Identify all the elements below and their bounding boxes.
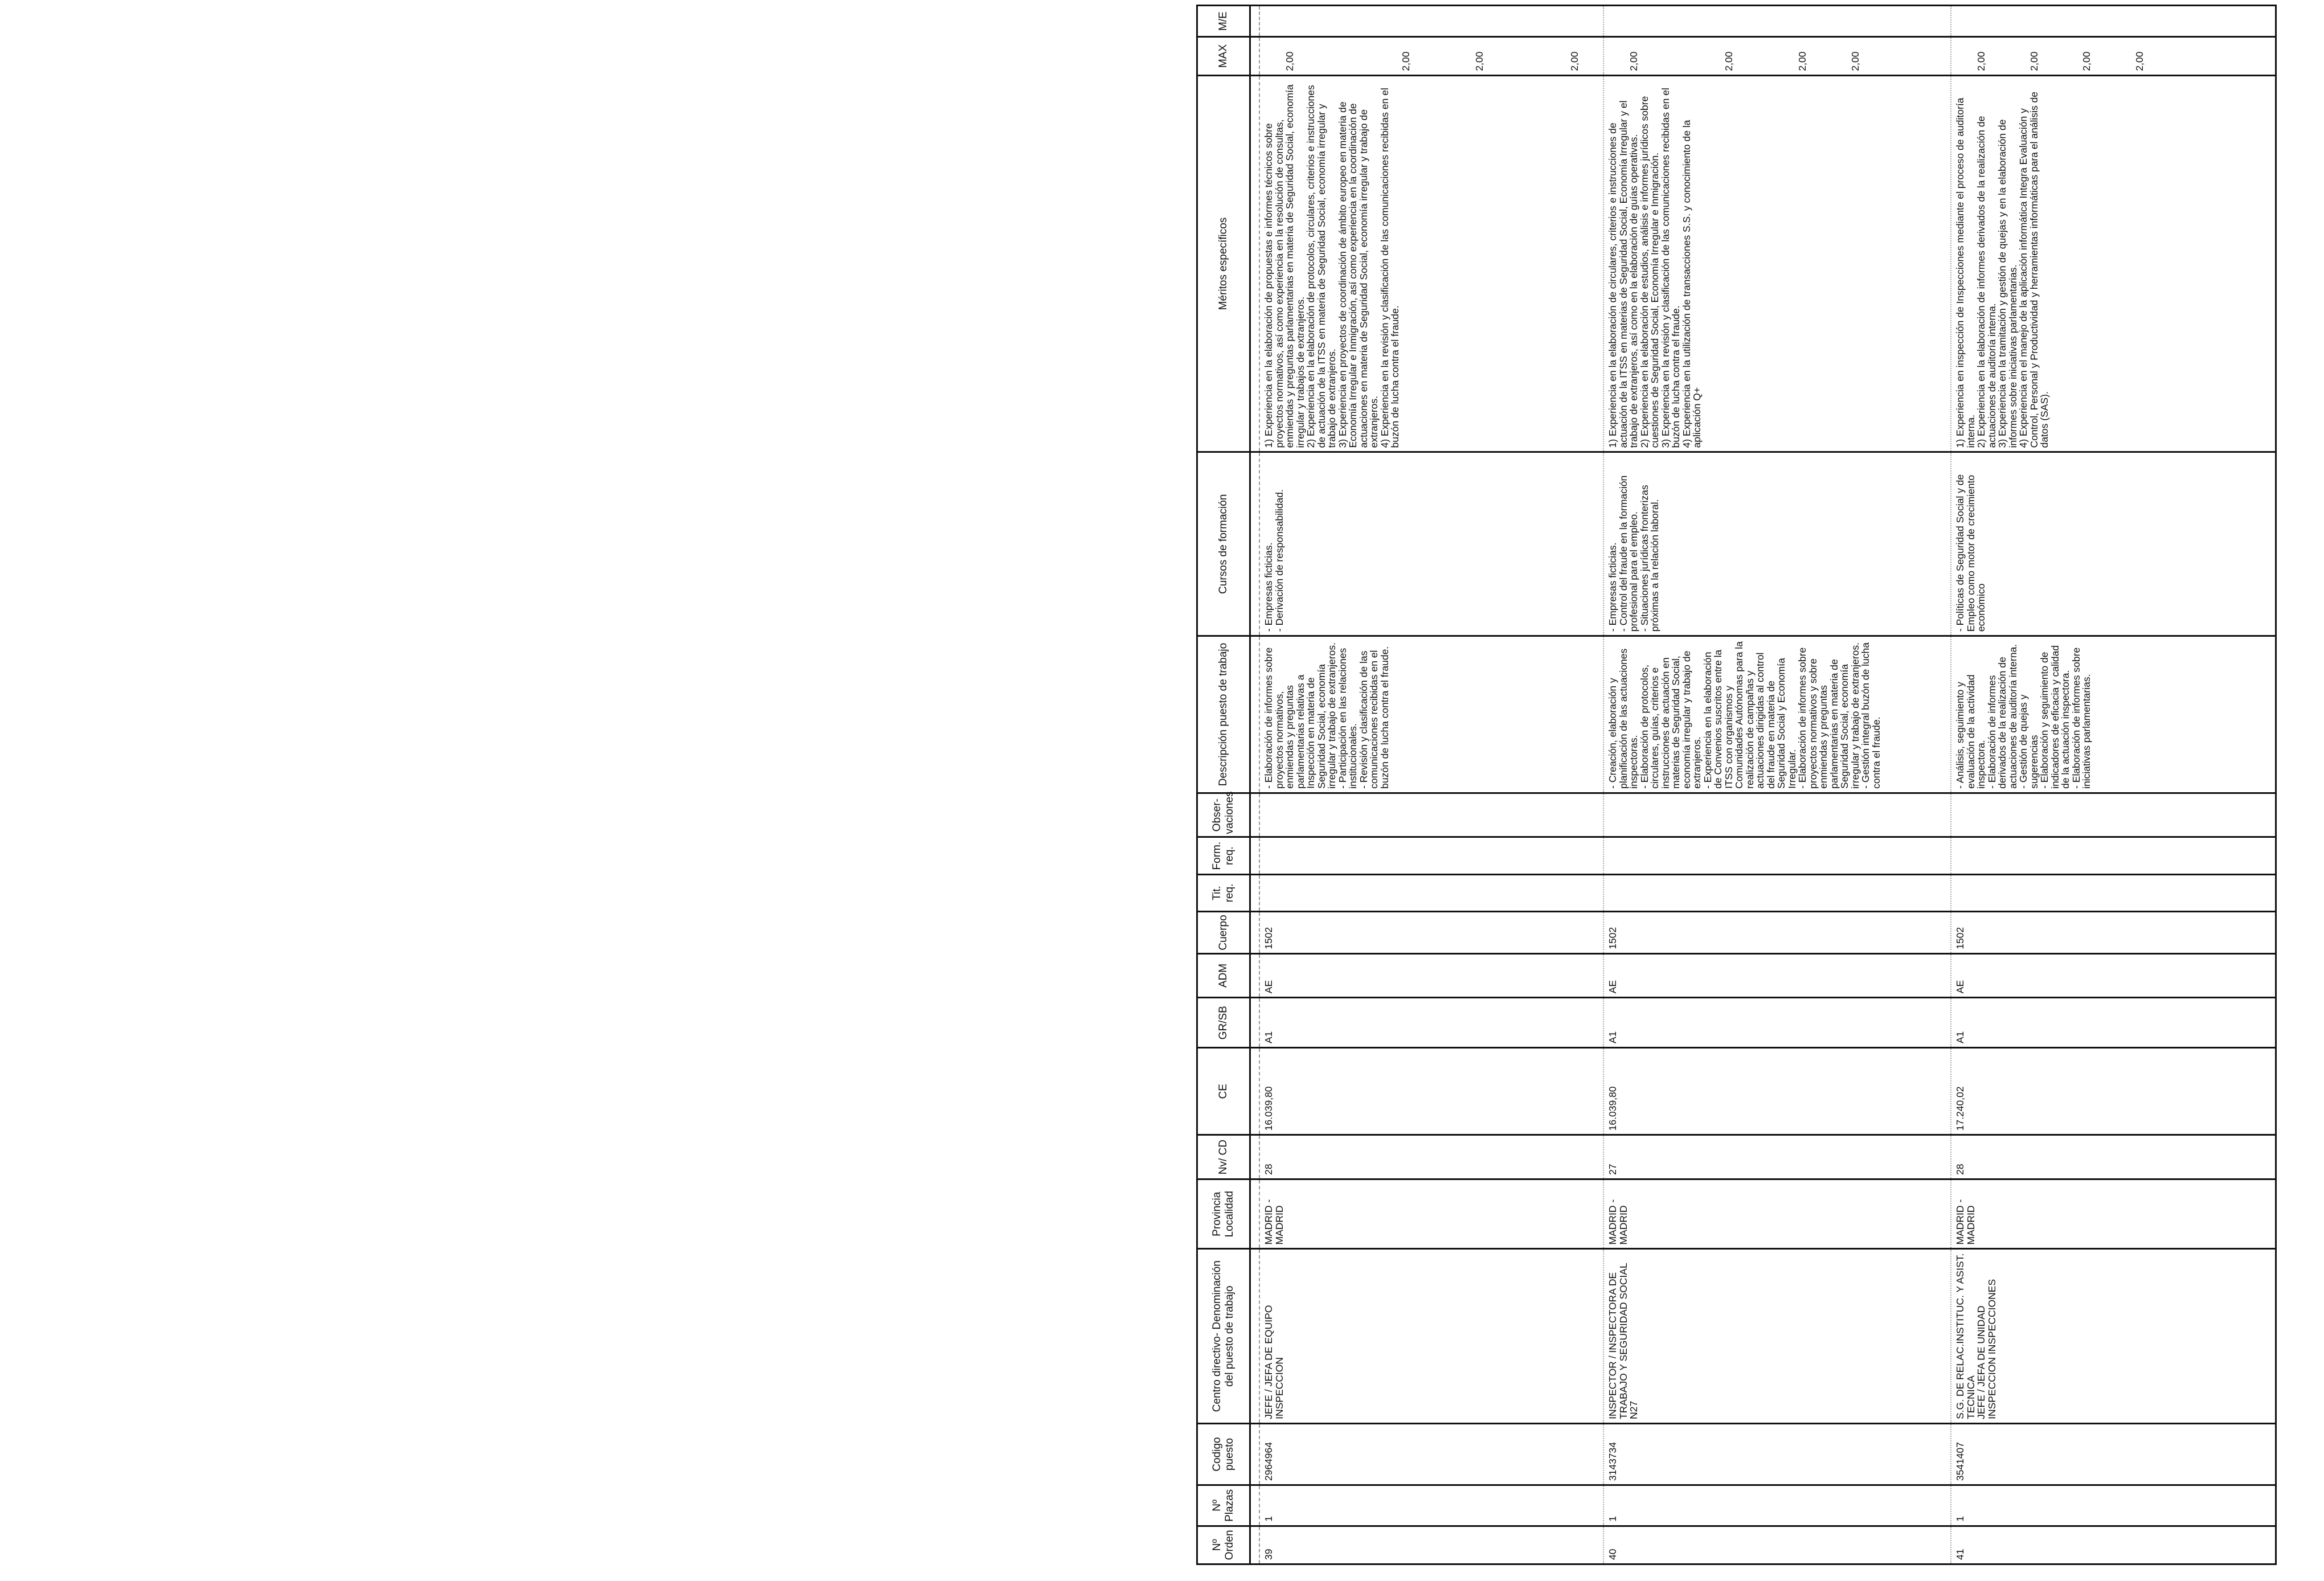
cell-observaciones [1259,793,1603,837]
header-ce: CE [1197,1048,1250,1135]
cell-plazas: 1 [1259,1485,1603,1526]
max-value: 2,00 [1628,51,1639,71]
header-codigo: Codigo puesto [1197,1423,1250,1485]
cell-max [1603,37,1951,75]
header-orden: Nº Orden [1197,1526,1250,1564]
denominacion-puesto: INSPECTOR / INSPECTORA DE TRABAJO Y SEGURIDAD SOCIAL N27 [1607,1260,1639,1419]
cell-orden: 39 [1259,1526,1603,1564]
header-cursos: Cursos de formación [1197,452,1250,636]
cell-nivel: 28 [1951,1135,2276,1179]
header-me: M/E [1197,6,1250,37]
table-row [1259,6,1603,1564]
max-value: 2,00 [1568,51,1580,71]
cell-adm: AE [1259,953,1603,998]
cell-centro [1603,1249,1951,1423]
header-plazas: Nº Plazas [1197,1485,1250,1526]
cell-provincia: MADRID - MADRID [1259,1179,1603,1249]
centro-directivo: S.G. DE RELAC.INSTITUC. Y ASIST. TECNICA [1954,1251,1977,1419]
cell-adm: AE [1951,953,2276,998]
cell-plazas: 1 [1951,1485,2276,1526]
header-meritos: Méritos específicos [1197,75,1250,452]
header-cuerpo: Cuerpo [1197,912,1250,954]
header-nivel: Nv/ CD [1197,1135,1250,1179]
max-value: 2,00 [2028,51,2040,71]
cell-grsb: A1 [1603,998,1951,1048]
denominacion-puesto: JEFE / JEFA DE EQUIPO INSPECCION [1263,1302,1285,1419]
cell-nivel: 28 [1259,1135,1603,1179]
cell-cuerpo: 1502 [1259,912,1603,954]
cell-grsb: A1 [1951,998,2276,1048]
cell-provincia: MADRID - MADRID [1951,1179,2276,1249]
cell-meritos: 1) Experiencia en la elaboración de circulares, criterios e instrucciones de actuación de la ITSS en materias de Seguridad Social, Economía Irregular y el trabajo de extranjeros, así como en la elaboración de guías operativas. 2) Experiencia en la elaboración de estudios, análisis e informes jurídicos sobre cuestiones de Seguridad Social, Economía Irregular e Inmigración. 3) Experiencia en la revisión y clasificación de las comunicaciones recibidas en el buzón de lucha contra el fraude. 4) Experiencia en la utilización de transacciones S.S. y conocimiento de la aplicación Q+ [1603,75,1951,452]
cell-adm: AE [1603,953,1951,998]
cell-cursos: - Empresas ficticias. - Control del fraude en la formación profesional para el empleo. - Situaciones jurídicas fronterizas próximas a la relación laboral. [1603,452,1951,636]
header-tit: Tit. req. [1197,874,1250,911]
cell-form [1259,837,1603,874]
cell-me [1603,6,1951,37]
cell-orden: 41 [1951,1526,2276,1564]
cell-codigo: 3541407 [1951,1423,2276,1485]
max-value: 2,00 [1849,51,1861,71]
cell-max [1951,37,2276,75]
cell-tit [1259,874,1603,911]
max-value: 2,00 [1284,51,1295,71]
header-observaciones: Obser- vaciones [1197,793,1250,837]
header-grsb: GR/SB [1197,998,1250,1048]
cell-ce: 17.240,02 [1951,1048,2276,1135]
max-value: 2,00 [1722,51,1734,71]
cell-tit [1951,874,2276,911]
max-value: 2,00 [2081,51,2092,71]
job-positions-table [1196,5,2277,1565]
header-adm: ADM [1197,953,1250,998]
cell-observaciones [1603,793,1951,837]
max-value: 2,00 [1797,51,1808,71]
max-value: 2,00 [1400,51,1411,71]
cell-centro [1259,1249,1603,1423]
cell-descripcion: - Creación, elaboración y planificación de las actuaciones inspectoras. - Elaboración de protocolos, circulares, guías, criterios e instrucciones de actuación en materias de Seguridad Social, economía irregular y trabajo de extranjeros. - Experiencia en la elaboración de Convenios suscritos entre la ITSS con organismos y Comunidades Autónomas para la realización de campañas y actuaciones dirigidas al control del fraude en materia de Seguridad Social y Economía Irregular. - Elaboración de informes sobre proyectos normativos y sobre enmiendas y preguntas parlamentarias en materia de Seguridad Social, economía irregular y trabajo de extranjeros. - Gestión integral buzón de lucha contra el fraude. [1603,636,1951,793]
cell-provincia: MADRID - MADRID [1603,1179,1951,1249]
cell-descripcion: - Análisis, seguimiento y evaluación de la actividad inspectora. - Elaboración de informes derivados de la realización de actuaciones de auditoría interna. - Gestión de quejas y sugerencias - Elaboración y seguimiento de indicadores de eficacia y calidad de la actuación inspectora. - Elaboración de informes sobre iniciativas parlamentarias. [1951,636,2276,793]
header-row [1197,6,1250,1564]
cell-descripcion: - Elaboración de informes sobre proyectos normativos, enmiendas y preguntas parlamentarias relativas a Inspección en materia de Seguridad Social, economía irregular y trabajo de extranjeros. - Participación en las relaciones institucionales. - Revisión y clasificación de las comunicaciones recibidas en el buzón de lucha contra el fraude. [1259,636,1603,793]
cell-me [1259,6,1603,37]
max-value: 2,00 [1474,51,1485,71]
cell-meritos: 1) Experiencia en inspección de Inspecciones mediante el proceso de auditoría interna. 2) Experiencia en la elaboración de informes derivados de la realización de actuaciones de auditoría interna. 3) Experiencia en la tramitación y gestión de quejas y en la elaboración de informes sobre iniciativas parlamentarias. 4) Experiencia en el manejo de la aplicación informática Integra Evaluación y Control, Personal y Productividad y herramientas informáticas para el análisis de datos (SAS). [1951,75,2276,452]
cell-ce: 16.039,80 [1603,1048,1951,1135]
cell-max [1259,37,1603,75]
cell-form [1951,837,2276,874]
row-spacer [1250,6,1260,1564]
cell-cursos: - Políticas de Seguridad Social y de Empleo como motor de crecimiento económico [1951,452,2276,636]
header-descripcion: Descripción puesto de trabajo [1197,636,1250,793]
table-row [1603,6,1951,1564]
rotated-table-wrapper [1196,5,2324,1565]
header-form: Form. req. [1197,837,1250,874]
header-centro: Centro directivo- Denominación del puesto de trabajo [1197,1249,1250,1423]
cell-plazas: 1 [1603,1485,1951,1526]
cell-nivel: 27 [1603,1135,1951,1179]
cell-observaciones [1951,793,2276,837]
cell-cursos: - Empresas ficticias. - Derivación de responsabilidad. [1259,452,1603,636]
max-value: 2,00 [1975,51,1987,71]
cell-codigo: 3143734 [1603,1423,1951,1485]
max-value: 2,00 [2133,51,2145,71]
cell-cuerpo: 1502 [1951,912,2276,954]
cell-centro [1951,1249,2276,1423]
cell-ce: 16.039,80 [1259,1048,1603,1135]
cell-me [1951,6,2276,37]
header-provincia: Provincia Localidad [1197,1179,1250,1249]
cell-meritos: 1) Experiencia en la elaboración de propuestas e informes técnicos sobre proyectos normativos, así como experiencia en la resolución de consultas, enmiendas y preguntas parlamentarias en materia de Seguridad Social, economía irregular y trabajos de extranjeros. 2) Experiencia en la elaboración de protocolos, circulares, criterios e instrucciones de actuación de la ITSS en materia de Seguridad Social, economía irregular y trabajo de extranjeros. 3) Experiencia en proyectos de coordinación de ámbito europeo en materia de Economía Irregular e Inmigración, así como experiencia en la coordinación de actuaciones en materia de Seguridad Social, economía irregular y trabajo de extranjeros. 4) Experiencia en la revisión y clasificación de las comunicaciones recibidas en el buzón de lucha contra el fraude. [1259,75,1603,452]
cell-orden: 40 [1603,1526,1951,1564]
table-row [1951,6,2276,1564]
cell-codigo: 2964964 [1259,1423,1603,1485]
denominacion-puesto: JEFE / JEFA DE UNIDAD INSPECCION INSPECCIONES [1975,1279,1998,1419]
cell-cuerpo: 1502 [1603,912,1951,954]
cell-tit [1603,874,1951,911]
cell-grsb: A1 [1259,998,1603,1048]
header-max: MAX [1197,37,1250,75]
cell-form [1603,837,1951,874]
